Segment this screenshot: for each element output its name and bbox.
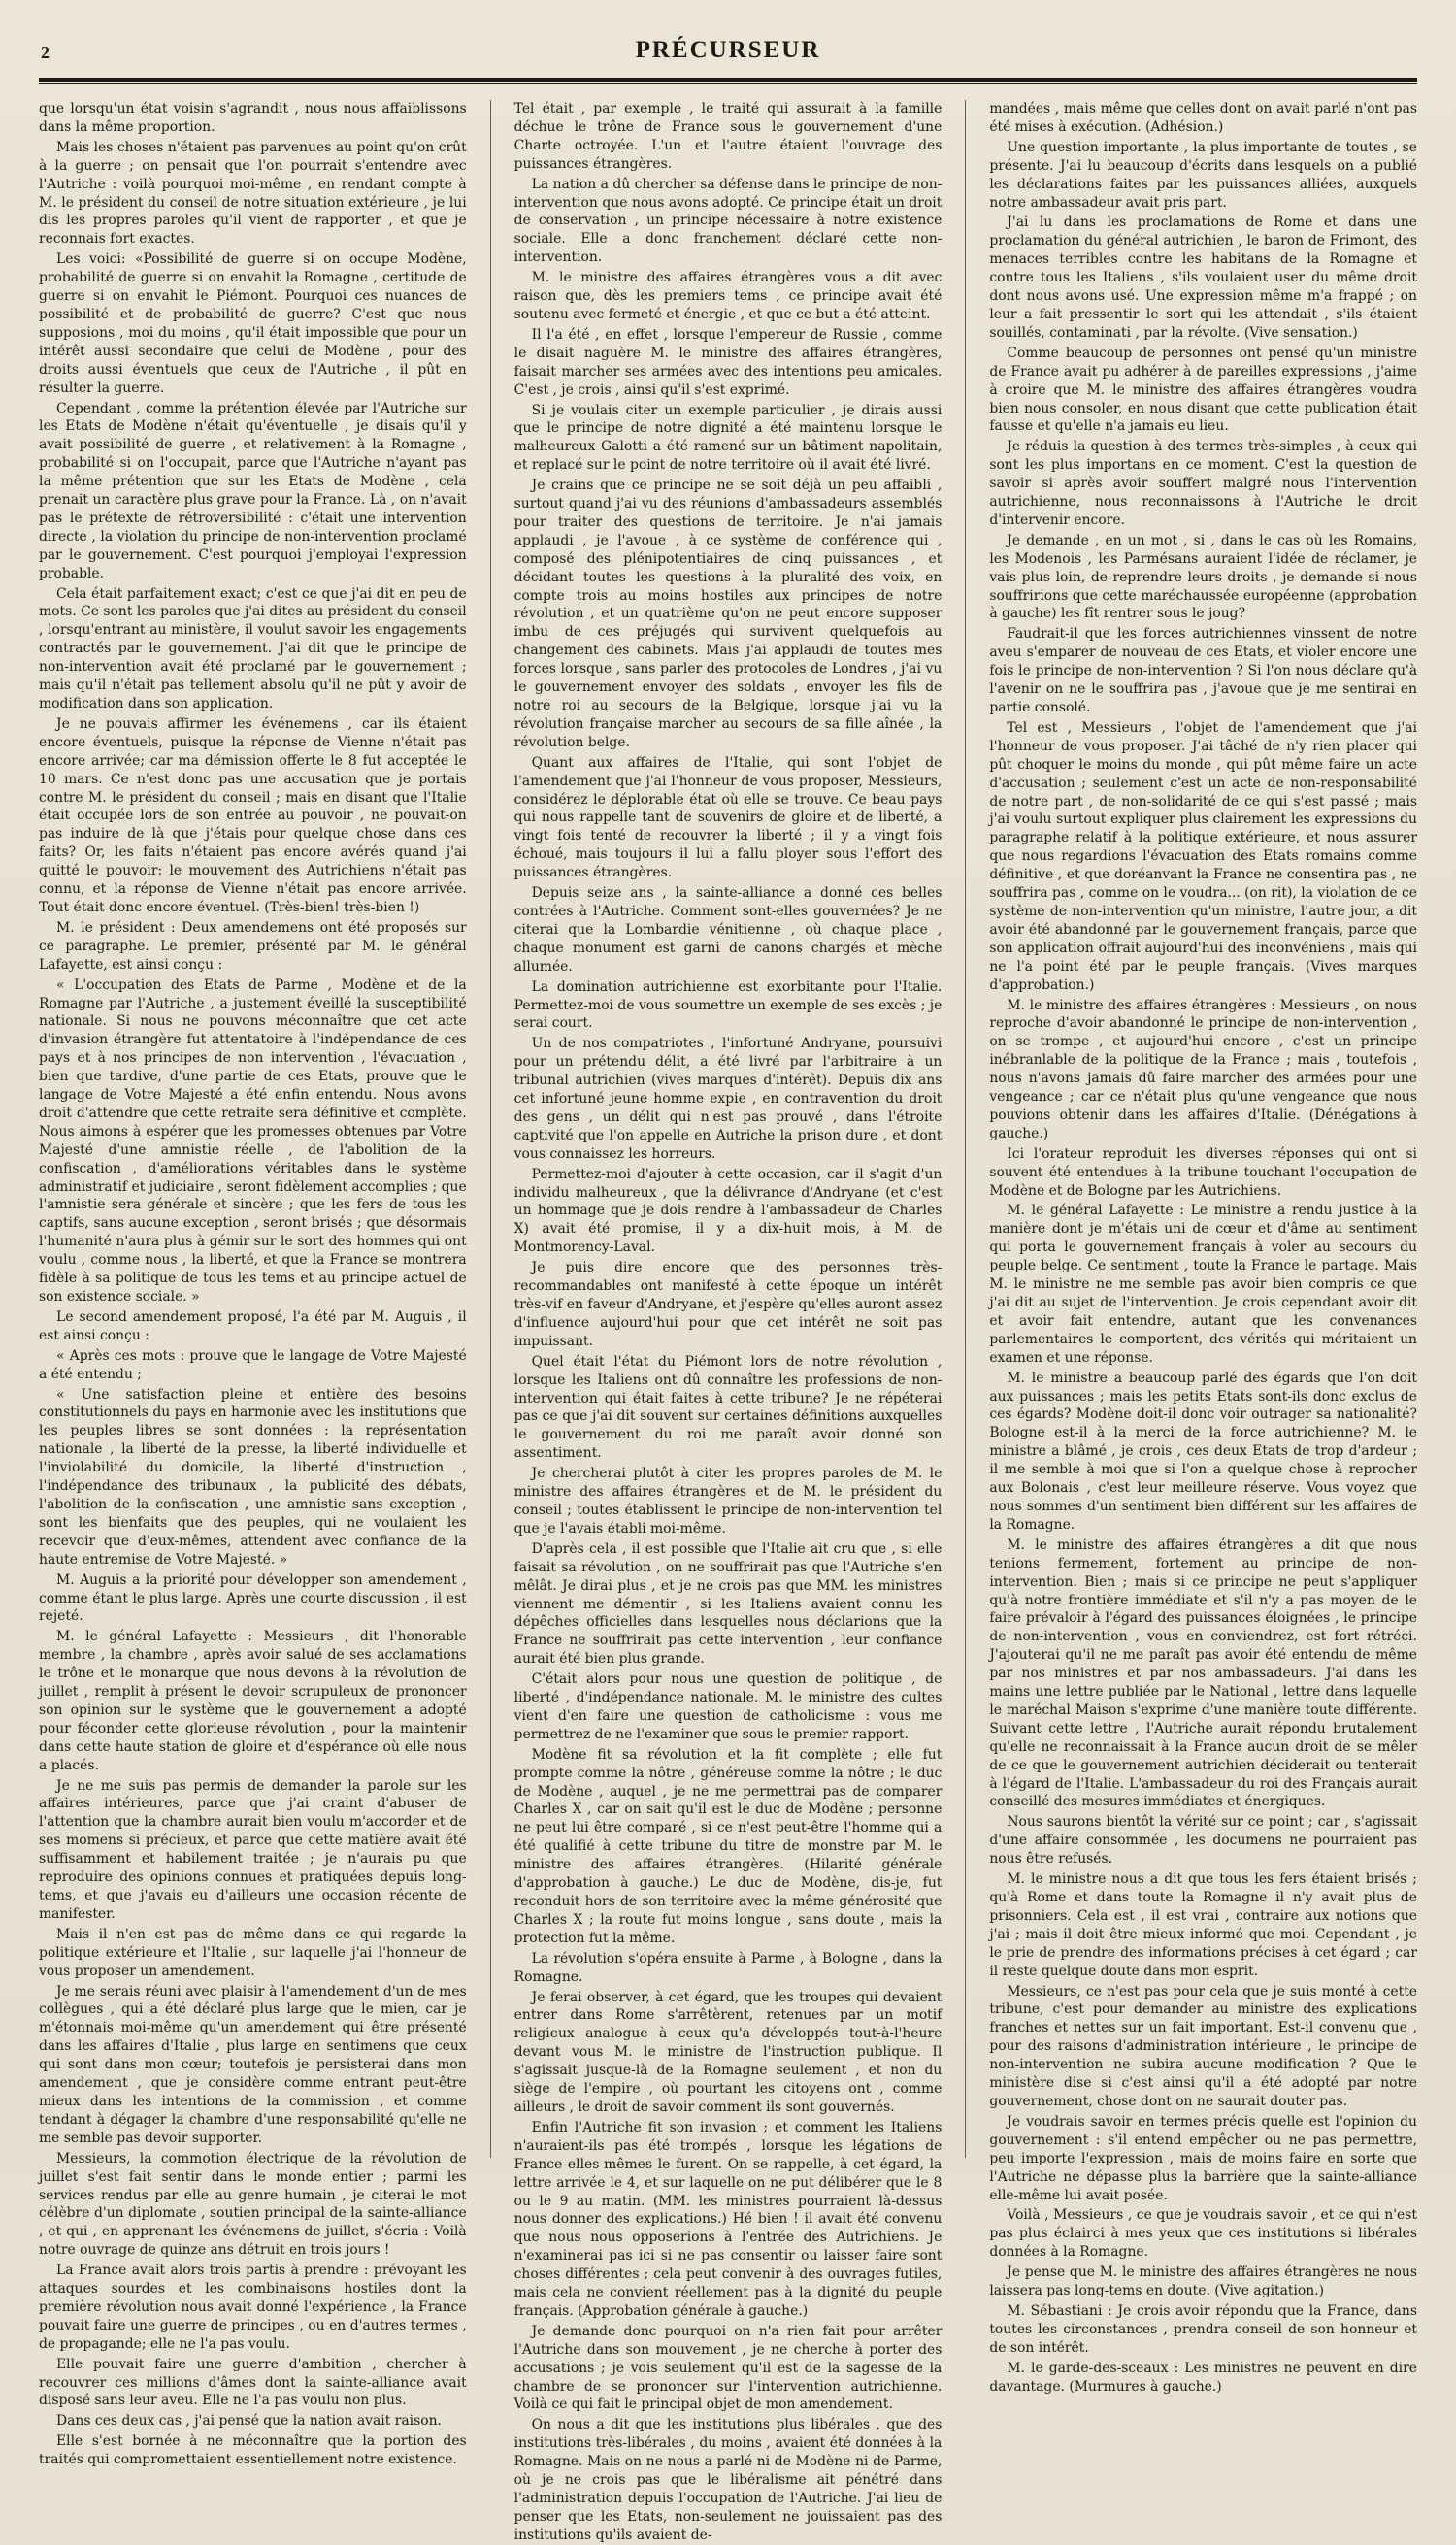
paragraph: Je ne pouvais affirmer les événemens , car ils étaient encore éventuels, puisque la réponse de Vienne n'était pas encore arrivée; car ma démission offerte le 8 fut acceptée le 10 mars. Ce n'est donc pas une accusation que je portais contre M. le président du conseil ; mais en disant que l'Italie était occupée lors de son entrée au pouvoir , ne pouvait-on pas induire de là que j'étais pour quelque chose dans ces faits? Or, les faits n'étaient pas encore avérés quand j'ai quitté le pouvoir: le mouvement des Autrichiens n'était pas connu, et la réponse de Vienne n'était pas encore arrivée. Tout était donc encore éventuel. (Très-bien! très-bien !): [39, 715, 467, 915]
paragraph: que lorsqu'un état voisin s'agrandit , nous nous affaiblissons dans la même proportion.: [39, 101, 467, 135]
header-rule-thin: [39, 83, 1417, 84]
paragraph: Ici l'orateur reproduit les diverses réponses qui ont si souvent été entendues à la tribune touchant l'occupation de Modène et de Bologne par les Autrichiens.: [989, 1145, 1417, 1199]
paragraph: M. Sébastiani : Je crois avoir répondu que la France, dans toutes les circonstances , prendra conseil de son honneur et de son intérêt.: [989, 2302, 1417, 2356]
paragraph: Enfin l'Autriche fit son invasion ; et comment les Italiens n'auraient-ils pas été trompés , lorsque les légations de France elles-mêmes le furent. On se rappelle, à cet égard, la lettre arrivée le 4, et sur laquelle on ne put délibérer que le 8 ou le 9 au matin. (MM. les ministres pourraient là-dessus nous donner des explications.) Hé bien ! il avait été convenu que nous nous opposerions à l'entrée des Autrichiens. Je n'examinerai pas ici si ne pas consentir ou laisser faire sont choses différentes ; cela peut convenir à des ouvrages futiles, mais cela ne convient réellement pas à la dignité du peuple français. (Approbation générale à gauche.): [513, 2119, 943, 2319]
paragraph: M. le général Lafayette : Messieurs , dit l'honorable membre , la chambre , après avoir salué de ses acclamations le trône et le monarque que nous devons à la révolution de juillet , remplit à présent le devoir scrupuleux de prononcer son opinion sur le système que le gouvernement a adopté pour féconder cette glorieuse révolution , pour la maintenir dans cette haute station de gloire et d'espérance où elle nous a placés.: [39, 1629, 467, 1773]
paragraph: mandées , mais même que celles dont on avait parlé n'ont pas été mises à exécution. (Adhésion.): [989, 101, 1417, 135]
paragraph: Cela était parfaitement exact; c'est ce que j'ai dit en peu de mots. Ce sont les paroles que j'ai dites au président du conseil , lorsqu'entrant au ministère, il voulut savoir les engagements contractés par le gouvernement. J'ai dit que le principe de non-intervention avait été proclamé par le gouvernement ; mais qu'il n'était pas tellement absolu qu'il ne pût y avoir de modification dans son application.: [39, 585, 467, 711]
paragraph: M. le ministre nous a dit que tous les fers étaient brisés ; qu'à Rome et dans toute la Romagne il n'y avait plus de prisonniers. Cela est , il est vrai , contraire aux notions que j'ai ; mais il doit être mieux informé que moi. Cependant , je le prie de prendre des informations précises à cet égard ; car il reste quelque doute dans mon esprit.: [989, 1871, 1417, 1979]
paragraph: « Une satisfaction pleine et entière des besoins constitutionnels du pays en harmonie avec les institutions que les peuples libres se sont données : la représentation nationale , la liberté de la presse, la liberté individuelle et l'inviolabilité du domicile, la liberté d'instruction , l'indépendance des tribunaux , la publicité des débats, l'abolition de la confiscation , une amnistie sans exception , sont les bienfaits que des peuples, qui ne voulaient les recevoir que d'eux-mêmes, attendent avec confiance de la haute entremise de Votre Majesté. »: [39, 1386, 467, 1568]
paragraph: La France avait alors trois partis à prendre : prévoyant les attaques sourdes et les combinaisons hostiles dont la première révolution nous avait donné l'expérience , la France pouvait faire une guerre de principes , ou en d'autres termes , de propagande; elle ne l'a pas voulu.: [39, 2263, 467, 2352]
paragraph: Si je voulais citer un exemple particulier , je dirais aussi que le principe de notre dignité a été maintenu lorsque le malheureux Galotti a été ramené sur un bâtiment napolitain, et replacé sur le point de notre territoire où il avait été livré.: [513, 402, 943, 474]
paragraph: Je voudrais savoir en termes précis quelle est l'opinion du gouvernement : s'il entend empêcher ou ne pas permettre, peu importe l'expression , mais de moins faire en sorte que l'Autriche ne dépasse plus la barrière que la sainte-alliance elle-même lui avait posée.: [989, 2113, 1417, 2203]
paragraph: C'était alors pour nous une question de politique , de liberté , d'indépendance nationale. M. le ministre des cultes vient d'en faire une question de catholicisme : vous me permettrez de ne l'examiner que sous le premier rapport.: [513, 1671, 943, 1742]
paragraph: Je crains que ce principe ne se soit déjà un peu affaibli , surtout quand j'ai vu des réunions d'ambassadeurs assemblés pour traiter des questions de territoire. Je n'ai jamais applaudi , je l'avoue , à ce système de conférence qui , composé des plénipotentiaires de cinq puissances , et décidant toutes les questions à la pluralité des voix, en compte trois au moins hostiles aux principes de notre révolution , et un quatrième qu'on ne peut encore supposer imbu de ces préjugés qui survivent quelquefois au changement des cabinets. Mais j'ai applaudi de toutes mes forces lorsque , sans parler des protocoles de Londres , j'ai vu le gouvernement envoyer des soldats , envoyer les fils de notre roi au secours de la Belgique, lorsque j'ai vu la révolution française marcher au secours de sa fille aînée , la révolution belge.: [513, 478, 943, 750]
paragraph: Je me serais réuni avec plaisir à l'amendement d'un de mes collègues , qui a été déclaré plus large que le mien, car je m'étonnais moi-même qu'un amendement qui être présenté dans les affaires d'Italie , plus large en sentimens que ceux qui sont dans mon cœur; toutefois je persisterai dans mon amendement , que je considère comme entrant peut-être mieux dans les intentions de la commission , et comme tendant à dégager la chambre d'une responsabilité qu'elle ne me semble pas devoir supporter.: [39, 1983, 467, 2146]
paragraph: Mais les choses n'étaient pas parvenues au point qu'on crût à la guerre ; on pensait que l'on pourrait s'entendre avec l'Autriche : voilà pourquoi moi-même , en rendant compte à M. le président du conseil de notre situation extérieure , je lui dis les propres paroles qu'il vient de rapporter , et que je reconnais fort exactes.: [39, 139, 467, 248]
column-3: [989, 100, 1417, 2395]
paragraph: Je puis dire encore que des personnes très-recommandables ont manifesté à cette époque un intérêt très-vif en faveur d'Andryane, et j'espère qu'elles auront assez d'influence aujourd'hui pour que cet intérêt ne soit pas impuissant.: [513, 1260, 943, 1349]
paragraph: Tel était , par exemple , le traité qui assurait à la famille déchue le trône de France sous le gouvernement d'une Charte octroyée. L'un et l'autre étaient l'ouvrage des puissances étrangères.: [513, 101, 943, 172]
paragraph: Nous saurons bientôt la vérité sur ce point ; car , s'agissait d'une affaire consommée , les documens ne pourraient pas nous être refusés.: [989, 1814, 1417, 1867]
paragraph: Je demande , en un mot , si , dans le cas où les Romains, les Modenois , les Parmésans auraient l'idée de réclamer, je vais plus loin, de reprendre leurs droits , je demande si nous souffririons que cette maréchaussée européenne (approbation à gauche) les fît rentrer sous le joug?: [989, 532, 1417, 622]
paragraph: Tel est , Messieurs , l'objet de l'amendement que j'ai l'honneur de vous proposer. J'ai tâché de n'y rien placer qui pût choquer le moins du monde , qui pût même faire un acte d'accusation ; seulement c'est un acte de non-responsabilité de notre part , de non-solidarité de ce qui s'est passé ; mais j'ai voulu surtout expliquer plus clairement les expressions du paragraphe relatif à la politique extérieure, et nous assurer que nous regardions l'évacuation des Etats romains comme définitive , et que doréanvant la France ne consentira pas , ne souffrira pas , comme on le voudra... (on rit), la violation de ce système de non-intervention qu'un ministre, l'autre jour, a dit avoir été abandonné par le gouvernement français, parce que son application offrait aujourd'hui des inconvéniens , mais qui ne l'a point été par le peuple français. (Vives marques d'approbation.): [989, 719, 1417, 993]
column-1: [39, 100, 467, 2468]
paragraph: Je ferai observer, à cet égard, que les troupes qui devaient entrer dans Rome s'arrêtèrent, retenues par un motif religieux analogue à ceux qu'a développés tout-à-l'heure devant vous M. le ministre de l'instruction publique. Il s'agissait jusque-là de la Romagne seulement , et non du siège de l'empire , où pourtant les citoyens ont , comme ailleurs , le droit de savoir comment ils sont gouvernés.: [513, 1989, 943, 2115]
paragraph: Elle pouvait faire une guerre d'ambition , chercher à recouvrer ces millions d'âmes dont la sainte-alliance avait disposé sans leur aveu. Elle ne l'a pas voulu non plus.: [39, 2356, 467, 2409]
column-2: [513, 100, 943, 2543]
paragraph: M. le général Lafayette : Le ministre a rendu justice à la manière dont je m'étais uni de cœur et d'âme au sentiment qui porta le gouvernement français à voler au secours du peuple belge. Ce sentiment , toute la France le partage. Mais M. le ministre ne me semble pas avoir bien compris ce que j'ai dit au sujet de l'intervention. Je crois cependant avoir dit et avoir fait entendre, autant que les convenances parlementaires le comportent, des vérités qui méritaient un examen et une réponse.: [989, 1203, 1417, 1366]
paragraph: Messieurs, ce n'est pas pour cela que je suis monté à cette tribune, c'est pour demander au ministre des explications franches et nettes sur un fait important. Est-il convenu que , pour des raisons d'administration intérieure , le principe de non-intervention ne subira aucune modification ? Que le ministère dise si c'est ainsi qu'il a été adopté par notre gouvernement, chose dont on ne saurait douter pas.: [989, 1983, 1417, 2109]
paragraph: Quel était l'état du Piémont lors de notre révolution , lorsque les Italiens ont dû connaître les professions de non-intervention qui était faites à cette tribune? Je ne répéterai pas ce que j'ai dit souvent sur certaines définitions auxquelles le gouvernement du roi me paraît avoir donné son assentiment.: [513, 1353, 943, 1462]
paragraph: La révolution s'opéra ensuite à Parme , à Bologne , dans la Romagne.: [513, 1950, 943, 1985]
paragraph: M. le ministre a beaucoup parlé des égards que l'on doit aux puissances ; mais les petits Etats sont-ils donc exclus de ces égards? Modène doit-il donc voir outrager sa nationalité? Bologne est-il à la merci de la force autrichienne? M. le ministre a blâmé , je crois , ces deux Etats de trop d'ardeur ; il me semble à moi que si l'on a quelque chose à reprocher aux Bolonais , c'est leur meilleure réserve. Vous voyez que nous sommes d'un sentiment bien différent sur les affaires de la Romagne.: [989, 1370, 1417, 1533]
paragraph: Modène fit sa révolution et la fit complète ; elle fut prompte comme la nôtre , généreuse comme la nôtre ; le duc de Modène , auquel , je ne me permettrai pas de comparer Charles X , car on sait qu'il est le duc de Modène ; personne ne peut lui être comparé , si ce n'est peut-être l'homme qui a été qualifié à cette tribune du titre de monstre par M. le ministre des affaires étrangères. (Hilarité générale d'approbation à gauche.) Le duc de Modène, dis-je, fut reconduit hors de son territoire avec la même générosité que Charles X ; la route fut moins longue , sans doute , mais la protection fut la même.: [513, 1746, 943, 1946]
paragraph: Depuis seize ans , la sainte-alliance a donné ces belles contrées à l'Autriche. Comment sont-elles gouvernées? Je ne citerai que la Lombardie vénitienne , où chaque place , chaque monument est garni de canons chargés et mèche allumée.: [513, 885, 943, 975]
paragraph: On nous a dit que les institutions plus libérales , que des institutions très-libérales , du moins , avaient été données à la Romagne. Mais on ne nous a parlé ni de Modène ni de Parme, où je ne crois pas que le libéralisme ait pénétré dans l'administration depuis l'occupation de l'Autriche. J'ai lieu de penser que les Etats, non-seulement ne jouissaient pas des institutions qu'ils avaient de-: [513, 2417, 943, 2543]
paragraph: Un de nos compatriotes , l'infortuné Andryane, poursuivi pour un prétendu délit, a été livré par l'arbitraire à un tribunal autrichien (vives marques d'intérêt). Depuis dix ans cet infortuné jeune homme expie , en contravention du droit des gens , un délit qui n'est pas prouvé , dans l'étroite captivité que l'on appelle en Autriche la prison dure , et dont vous connaissez les horreurs.: [513, 1036, 943, 1162]
paragraph: M. le ministre des affaires étrangères vous a dit avec raison que, dès les premiers tems , ce principe avait été soutenu avec fermeté et énergie , et que ce but a été atteint.: [513, 270, 943, 322]
paragraph: Voilà , Messieurs , ce que je voudrais savoir , et ce qui n'est pas plus éclairci à mes yeux que ces institutions si libérales données à la Romagne.: [989, 2207, 1417, 2261]
paragraph: Une question importante , la plus importante de toutes , se présente. J'ai lu beaucoup d'écrits dans lesquels on a publié les déclarations faites par les puissances alliées, auxquels notre ambassadeur avait pris part.: [989, 139, 1417, 211]
paragraph: La nation a dû chercher sa défense dans le principe de non-intervention que nous avons adopté. Ce principe était un droit de conservation , un principe nécessaire à notre existence sociale. Elle a donc franchement déclaré cette non-intervention.: [513, 176, 943, 266]
paragraph: La domination autrichienne est exorbitante pour l'Italie. Permettez-moi de vous soumettre un exemple de ses excès ; je serai court.: [513, 978, 943, 1032]
paragraph: Quant aux affaires de l'Italie, qui sont l'objet de l'amendement que j'ai l'honneur de vous proposer, Messieurs, considérez le déplorable état où elle se trouve. Ce beau pays qui nous rappelle tant de souvenirs de gloire et de liberté, a vingt fois tenté de recouvrer la liberté ; il y a vingt fois échoué, mais toujours il lui a fallu ployer sous l'effort des puissances étrangères.: [513, 754, 943, 881]
column-divider: [490, 100, 491, 2158]
paragraph: Les voici: «Possibilité de guerre si on occupe Modène, probabilité de guerre si on envahit la Romagne , certitude de guerre si on envahit le Piémont. Pourquoi ces nuances de possibilité et de probabilité de guerre? C'est que nous supposions , moi du moins , qu'il était impossible que pour un intérêt aussi secondaire que celui de Modène , pour des droits aussi éventuels que ceux de l'Autriche , il pût en résulter la guerre.: [39, 251, 467, 396]
masthead: PRÉCURSEUR: [635, 37, 821, 63]
paragraph: M. le ministre des affaires étrangères : Messieurs , on nous reproche d'avoir abandonné le principe de non-intervention , on se trompe , et aujourd'hui encore , c'est un principe inébranlable de la politique de la France ; mais , toutefois , nous n'avons jamais dû faire marcher des armées pour une vengeance ; car ce n'était plus qu'une vengeance que nous pouvions obtenir dans les affaires d'Italie. (Dénégations à gauche.): [989, 997, 1417, 1141]
paragraph: M. le garde-des-sceaux : Les ministres ne peuvent en dire davantage. (Murmures à gauche.): [989, 2360, 1417, 2395]
text-columns: [39, 100, 1417, 2543]
paragraph: Dans ces deux cas , j'ai pensé que la nation avait raison.: [56, 2413, 442, 2429]
paragraph: « L'occupation des Etats de Parme , Modène et de la Romagne par l'Autriche , a justement éveillé la susceptibilité nationale. Si nous ne pouvons méconnaître que cet acte d'invasion étrangère fut attentatoire à l'indépendance de ces pays et à nos principes de non intervention , l'évacuation , bien que tardive, d'une partie de ces Etats, prouve que le langage de Votre Majesté a été enfin entendu. Nous avons droit d'attendre que cette retraite sera définitive et complète. Nous aimons à espérer que les promesses obtenues par Votre Majesté d'une amnistie réelle , de l'abolition de la confiscation , d'améliorations véritables dans le système administratif et judiciaire , seront fidèlement accomplies ; que l'amnistie sera générale et sincère ; que les fers de tous les captifs, sans aucune exception , seront brisés ; que désormais l'humanité n'aura plus à gémir sur le sort des hommes qui ont voulu , comme nous , la liberté, et que la France se montrera fidèle à sa politique de tous les tems et au principe actuel de son existence sociale. »: [39, 976, 467, 1305]
paragraph: J'ai lu dans les proclamations de Rome et dans une proclamation du général autrichien , le baron de Frimont, des menaces terribles contre les habitans de la Romagne et contre tous les Italiens , s'ils voulaient user du même droit dont nous avons usé. Une expression même m'a frappé ; on leur a fait pressentir le sort qui les attendait , s'ils étaient souillés, contaminati , par la révolte. (Vive sensation.): [989, 215, 1417, 341]
paragraph: Permettez-moi d'ajouter à cette occasion, car il s'agit d'un individu malheureux , que la délivrance d'Andryane (et c'est un hommage que je dois rendre à l'ambassadeur de Charles X) avait été promise, il y a dix-huit mois, à M. de Montmorency-Laval.: [513, 1166, 943, 1256]
paragraph: Je demande donc pourquoi on n'a rien fait pour arrêter l'Autriche dans son mouvement , je ne cherche à porter des accusations ; je vois seulement qu'il est de la sagesse de la chambre de se prononcer sur l'intervention autrichienne. Voilà ce qui fait le principal objet de mon amendement.: [513, 2323, 943, 2413]
paragraph: Je pense que M. le ministre des affaires étrangères ne nous laissera pas long-tems en doute. (Vive agitation.): [989, 2264, 1417, 2299]
paragraph: Je ne me suis pas permis de demander la parole sur les affaires intérieures, parce que j'ai craint d'abuser de l'attention que la chambre aurait bien voulu m'accorder et de ses momens si précieux, et parce que cette matière avait été suffisamment et habilement traitée ; je n'aurais pu que reproduire des opinions connues et pratiquées depuis long-tems, et que j'avais eu d'ailleurs une occasion récente de manifester.: [39, 1777, 467, 1922]
paragraph: M. Auguis a la priorité pour développer son amendement , comme étant le plus large. Après une courte discussion , il est rejeté.: [39, 1571, 467, 1625]
paragraph: M. le ministre des affaires étrangères a dit que nous tenions fermement, fortement au principe de non-intervention. Bien ; mais si ce principe ne peut s'appliquer qu'à notre frontière immédiate et s'il n'y a pas moyen de le faire prévaloir à l'égard des puissances éloignées , le principe de non-intervention , vous en conviendrez, est fort rétréci. J'ajouterai qu'il ne me paraît pas avoir été entendu de même par nos ministres et par nos ambassadeurs. J'ai dans les mains une lettre publiée par le National , lettre dans laquelle le maréchal Maison s'exprime d'une manière toute différente. Suivant cette lettre , l'Autriche aurait répondu brutalement qu'elle ne reconnaissait à la France aucun droit de se mêler de ce que le gouvernement autrichien déciderait ou tenterait à l'égard de l'Italie. L'ambassadeur du roi des Français aurait conseillé des mesures immédiates et énergiques.: [989, 1537, 1417, 1810]
page-header: [39, 33, 1417, 72]
column-divider: [965, 100, 966, 2158]
paragraph: Le second amendement proposé, l'a été par M. Auguis , il est ainsi conçu :: [39, 1308, 467, 1343]
paragraph: D'après cela , il est possible que l'Italie ait cru que , si elle faisait sa révolution , on ne souffrirait pas que l'Autriche s'en mêlât. Je dirai plus , et je ne crois pas que MM. les ministres viennent me démentir , si les Italiens avaient connu les dépêches officielles dans lesquelles nous déclarions que la France ne souffrirait pas cette intervention , leur confiance aurait été bien plus grande.: [513, 1540, 943, 1668]
paragraph: Elle s'est bornée à ne méconnaître que la portion des traités qui compromettaient essentiellement notre existence.: [39, 2433, 467, 2468]
paragraph: Cependant , comme la prétention élevée par l'Autriche sur les Etats de Modène n'était qu'éventuelle , je disais qu'il y avait possibilité de guerre , et relativement à la Romagne , probabilité si on l'occupait, parce que l'Autriche n'ayant pas la même prétention que sur les Etats de Modène , cela prenait un caractère plus grave pour la France. Là , on n'avait pas le prétexte de rétroversibilité : c'était une intervention directe , la violation du principe de non-intervention proclamé par le gouvernement. C'est pourquoi j'employai l'expression probable.: [39, 400, 467, 581]
header-rule-thick: [39, 78, 1417, 82]
paragraph: Il l'a été , en effet , lorsque l'empereur de Russie , comme le disait naguère M. le ministre des affaires étrangères, faisait marcher ses armées avec des intentions peu amicales. C'est , je crois , ainsi qu'il s'est exprimé.: [513, 326, 943, 398]
paragraph: Comme beaucoup de personnes ont pensé qu'un ministre de France avait pu adhérer à de pareilles expressions , j'aime à croire que M. le ministre des affaires étrangères voudra bien nous consoler, en nous disant que cette publication était fausse et qu'elle n'a jamais eu lieu.: [989, 345, 1417, 435]
paragraph: Faudrait-il que les forces autrichiennes vinssent de notre aveu s'emparer de nouveau de ces Etats, et violer encore une fois le principe de non-intervention ? Si l'on nous déclare qu'à l'avenir on ne le souffrira pas , j'avoue que je me sentirai en partie consolé.: [989, 626, 1417, 715]
paragraph: Je chercherai plutôt à citer les propres paroles de M. le ministre des affaires étrangères et de M. le président du conseil ; toutes établissent le principe de non-intervention tel que je l'avais établi moi-même.: [513, 1466, 943, 1537]
paragraph: Messieurs, la commotion électrique de la révolution de juillet s'est fait sentir dans le monde entier ; parmi les services rendus par elle au genre humain , je citerai le mot célèbre d'un diplomate , soutien principal de la sainte-alliance , et qui , en apprenant les événemens de juillet, s'écria : Voilà notre ouvrage de quinze ans détruit en trois jours !: [39, 2150, 467, 2259]
paragraph: « Après ces mots : prouve que le langage de Votre Majesté a été entendu ;: [39, 1347, 467, 1382]
page-number: 2: [41, 43, 50, 62]
paragraph: Je réduis la question à des termes très-simples , à ceux qui sont les plus importans en ce moment. C'est la question de savoir si après avoir souffert malgré nous l'intervention autrichienne, nous reconnaissons à l'Autriche le droit d'intervenir encore.: [989, 439, 1417, 528]
paragraph: M. le président : Deux amendemens ont été proposés sur ce paragraphe. Le premier, présenté par M. le général Lafayette, est ainsi conçu :: [39, 919, 467, 973]
paragraph: Mais il n'en est pas de même dans ce qui regarde la politique extérieure et l'Italie , sur laquelle j'ai l'honneur de vous proposer un amendement.: [39, 1926, 467, 1979]
